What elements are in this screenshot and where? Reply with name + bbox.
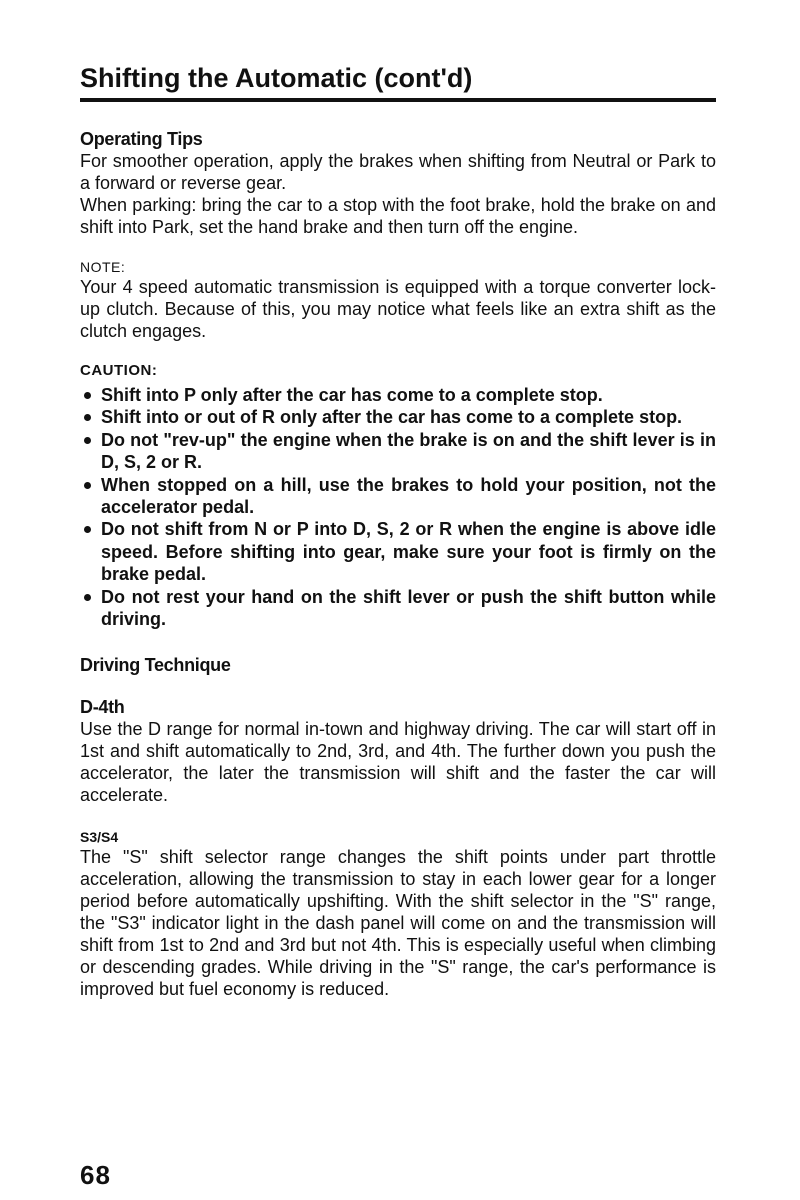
caution-section bbox=[80, 362, 716, 630]
s3-s4-heading: S3/S4 bbox=[80, 829, 119, 846]
caution-item: Do not "rev-up" the engine when the brake is on and the shift lever is in D, S, 2 or R. bbox=[80, 429, 716, 474]
driving-technique-section bbox=[80, 654, 716, 1000]
d4-text: Use the D range for normal in-town and highway driving. The car will start off in 1st and shift automatically to 2nd, 3rd, and 4th. The further down you push the accelerator, the later the transmission will shift and the faster the car will accelerate. bbox=[80, 719, 716, 806]
manual-page bbox=[80, 62, 716, 1000]
s3-s4-text: The "S" shift selector range changes the shift points under part throttle acceleration, allowing the transmission to stay in each lower gear for a longer period before automatically upshifting. With the shift selector in the "S" range, the "S3" indicator light in the dash panel will come on and the transmission will shift from 1st to 2nd and 3rd but not 4th. This is especially useful when climbing or descending grades. While driving in the "S" range, the car's performance is improved but fuel economy is reduced. bbox=[80, 847, 716, 1000]
caution-list bbox=[80, 384, 716, 630]
caution-item: Shift into or out of R only after the car has come to a complete stop. bbox=[80, 406, 716, 428]
bullet-icon bbox=[84, 482, 91, 489]
caution-item: Do not shift from N or P into D, S, 2 or R when the engine is above idle speed. Before shifting into gear, make sure your foot is firmly on the brake pedal. bbox=[80, 518, 716, 585]
caution-item: Do not rest your hand on the shift lever or push the shift button while driving. bbox=[80, 586, 716, 631]
page-title: Shifting the Automatic (cont'd) bbox=[80, 62, 716, 102]
page-number: 68 bbox=[80, 1160, 111, 1190]
bullet-icon bbox=[84, 526, 91, 533]
caution-item: When stopped on a hill, use the brakes to hold your position, not the accelerator pedal. bbox=[80, 474, 716, 519]
bullet-icon bbox=[84, 437, 91, 444]
driving-technique-heading: Driving Technique bbox=[80, 655, 231, 676]
bullet-icon bbox=[84, 392, 91, 399]
operating-tips-paragraph-2: When parking: bring the car to a stop with the foot brake, hold the brake on and shift into Park, set the hand brake and then turn off the engine. bbox=[80, 195, 716, 237]
operating-tips-section bbox=[80, 128, 716, 238]
bullet-icon bbox=[84, 594, 91, 601]
bullet-icon bbox=[84, 414, 91, 421]
d4-heading: D-4th bbox=[80, 697, 125, 718]
caution-label: CAUTION: bbox=[80, 362, 158, 379]
operating-tips-paragraph-1: For smoother operation, apply the brakes when shifting from Neutral or Park to a forward or reverse gear. bbox=[80, 151, 716, 193]
caution-item: Shift into P only after the car has come to a complete stop. bbox=[80, 384, 716, 406]
operating-tips-heading: Operating Tips bbox=[80, 129, 203, 149]
note-section bbox=[80, 258, 716, 342]
note-label: NOTE: bbox=[80, 259, 126, 275]
note-text: Your 4 speed automatic transmission is equipped with a torque converter lock-up clutch. Because of this, you may notice what feels like an extra shift as the clutch engages. bbox=[80, 277, 716, 341]
